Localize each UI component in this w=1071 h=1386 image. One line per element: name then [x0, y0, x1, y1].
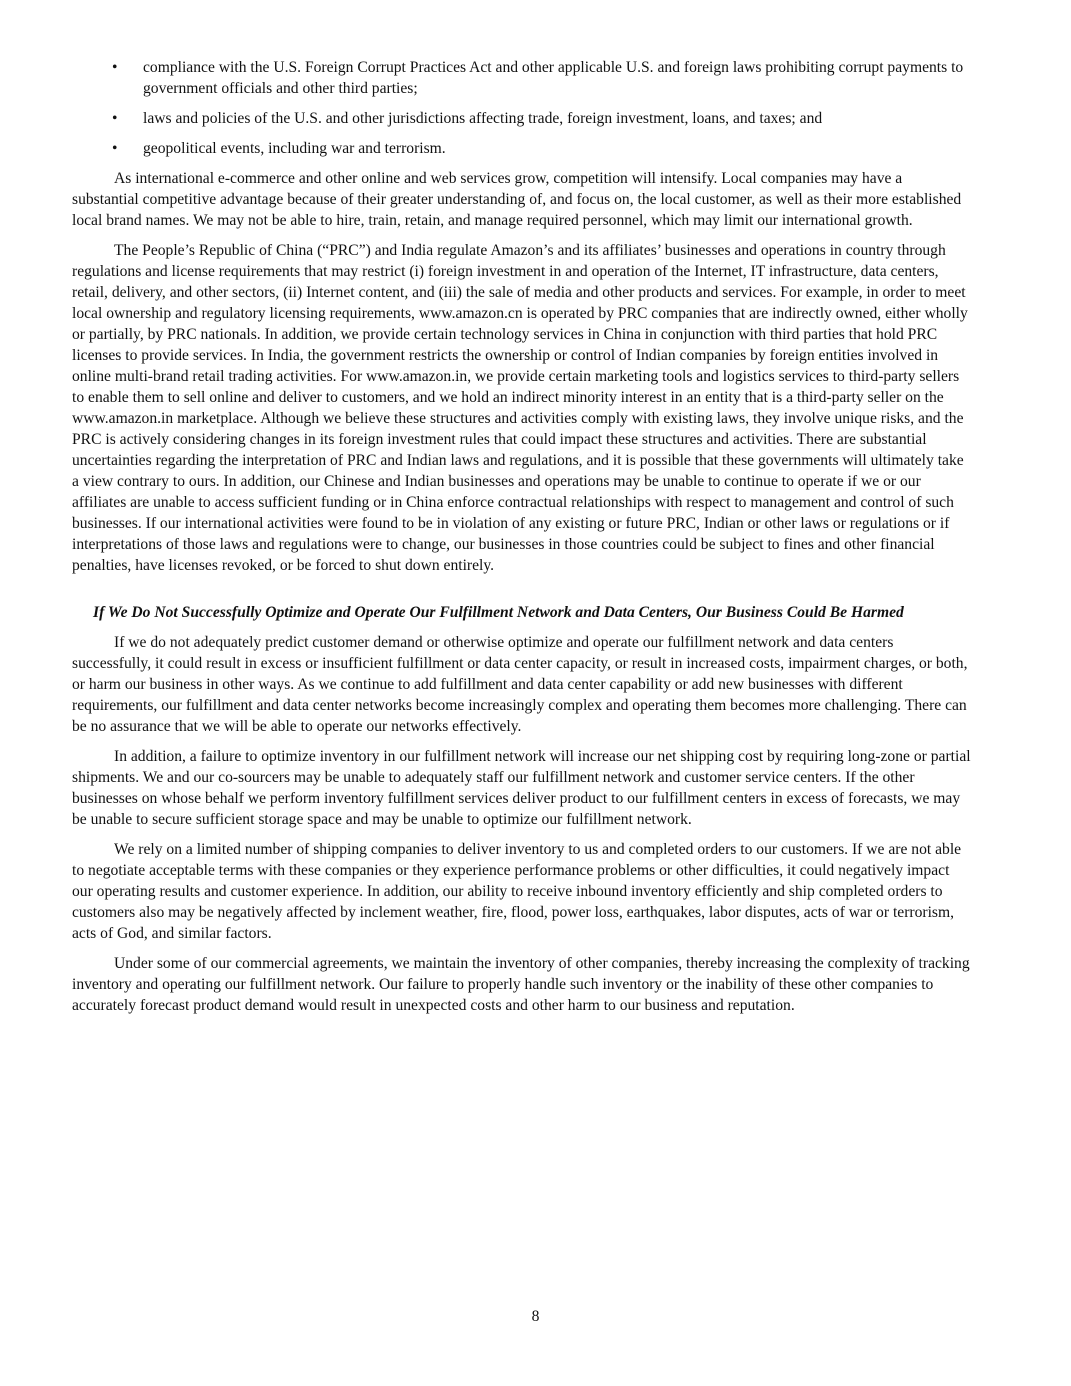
document-page — [72, 57, 972, 1025]
page-number: 8 — [531, 1308, 540, 1325]
bullet-icon: • — [112, 59, 118, 76]
bullet-text: compliance with the U.S. Foreign Corrupt Practices Act and other applicable U.S. and foreign laws prohibiting corrupt payments to government officials and other third parties; — [143, 59, 964, 97]
bullet-icon: • — [112, 140, 118, 157]
section-heading: If We Do Not Successfully Optimize and Operate Our Fulfillment Network and Data Centers, Our Business Could Be Harmed — [93, 604, 904, 621]
bullet-item — [72, 138, 972, 159]
paragraph-prc-india-regulation: The People’s Republic of China (“PRC”) and India regulate Amazon’s and its affiliates’ businesses and operations in country through regulations and license requirements that may restrict (i) foreign investment in and operation of the Internet, IT infrastructure, data centers, retail, delivery, and other sectors, (ii) Internet content, and (iii) the sale of media and other products and services. For example, in order to meet local ownership and regulatory licensing requirements, www.amazon.cn is operated by PRC companies that are indirectly owned, either wholly or partially, by PRC nationals. In addition, we provide certain technology services in China in conjunction with third parties that hold PRC licenses to provide services. In India, the government restricts the ownership or control of Indian companies by foreign entities involved in online multi-brand retail trading activities. For www.amazon.in, we provide certain marketing tools and logistics services to third-party sellers to enable them to sell online and deliver to customers, and we hold an indirect minority interest in an entity that is a third-party seller on the www.amazon.in marketplace. Although we believe these structures and activities comply with existing laws, they involve unique risks, and the PRC is actively considering changes in its foreign investment rules that could impact these structures and activities. There are substantial uncertainties regarding the interpretation of PRC and Indian laws and regulations, and it is possible that these governments will ultimately take a view contrary to ours. In addition, our Chinese and Indian businesses and operations may be unable to continue to operate if we or our affiliates are unable to access sufficient funding or in China enforce contractual relationships with respect to management and control of such businesses. If our international activities were found to be in violation of any existing or future PRC, Indian or other laws or regulations or if interpretations of those laws and regulations were to change, our businesses in those countries could be subject to fines and other financial penalties, have licenses revoked, or be forced to shut down entirely. — [72, 242, 968, 574]
paragraph-commercial-agreements: Under some of our commercial agreements, we maintain the inventory of other companies, thereby increasing the complexity of tracking inventory and operating our fulfillment network. Our failure to properly handle such inventory or the inability of these other companies to accurately forecast product demand would result in unexpected costs and other harm to our business and reputation. — [72, 955, 970, 1014]
bullet-item — [72, 57, 972, 99]
paragraph-international-competition: As international e-commerce and other online and web services grow, competition will intensify. Local companies may have a substantial competitive advantage because of their greater understanding of, and focus on, the local customer, as well as their more established local brand names. We may not be able to hire, train, retain, and manage required personnel, which may limit our international growth. — [72, 170, 962, 229]
bullet-icon: • — [112, 110, 118, 127]
paragraph-inventory-optimization: In addition, a failure to optimize inventory in our fulfillment network will increase our net shipping cost by requiring long-zone or partial shipments. We and our co-sourcers may be unable to adequately staff our fulfillment network and customer service centers. If the other businesses on whose behalf we perform inventory fulfillment services deliver product to our fulfillment centers in excess of forecasts, we may be unable to secure sufficient storage space and may be unable to optimize our fulfillment network. — [72, 748, 971, 828]
paragraph-fulfillment-demand: If we do not adequately predict customer demand or otherwise optimize and operate our fulfillment network and data centers successfully, it could result in excess or insufficient fulfillment or data center capacity, or result in increased costs, impairment charges, or both, or harm our business in other ways. As we continue to add fulfillment and data center capability or add new businesses with different requirements, our fulfillment and data center networks become increasingly complex and operating them becomes more challenging. There can be no assurance that we will be able to operate our networks effectively. — [72, 634, 968, 735]
bullet-text: geopolitical events, including war and terrorism. — [143, 140, 446, 157]
bullet-text: laws and policies of the U.S. and other jurisdictions affecting trade, foreign investment, loans, and taxes; and — [143, 110, 823, 127]
bullet-item — [72, 108, 972, 129]
bullet-list — [72, 57, 972, 159]
paragraph-shipping-companies: We rely on a limited number of shipping companies to deliver inventory to us and completed orders to our customers. If we are not able to negotiate acceptable terms with these companies or they experience performance problems or other difficulties, it could negatively impact our operating results and customer experience. In addition, our ability to receive inbound inventory efficiently and ship completed orders to customers also may be negatively affected by inclement weather, fire, flood, power loss, earthquakes, labor disputes, acts of war or terrorism, acts of God, and similar factors. — [72, 841, 962, 942]
